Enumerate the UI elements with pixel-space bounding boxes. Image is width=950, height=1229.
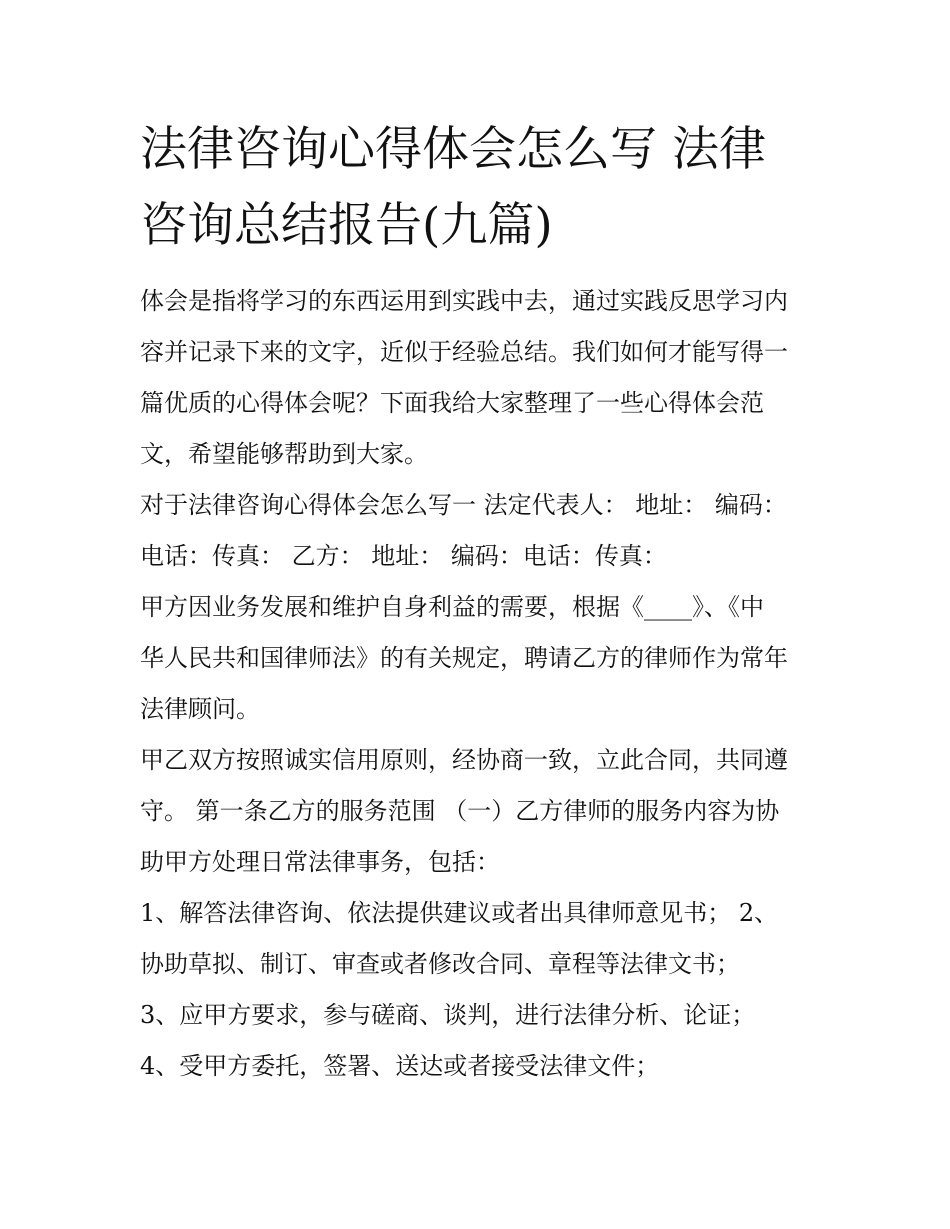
text-line: 1、解答法律咨询、依法提供建议或者出具律师意见书； 2、 — [140, 899, 779, 927]
text-line: 协助草拟、制订、审查或者修改合同、章程等法律文书； — [140, 950, 740, 978]
paragraph-purpose — [140, 582, 820, 735]
title-line-1: 法律咨询心得体会怎么写 法律 — [140, 122, 766, 177]
text-line: 对于法律咨询心得体会怎么写一 法定代表人： 地址： 编码： — [140, 491, 787, 519]
text-line: 法律顾问。 — [140, 695, 260, 723]
text-line: 篇优质的心得体会呢？下面我给大家整理了一些心得体会范 — [140, 389, 764, 417]
paragraph-agreement — [140, 735, 820, 888]
document-title — [140, 112, 820, 264]
text-line: 甲方因业务发展和维护自身利益的需要，根据《____》、《中 — [140, 593, 764, 621]
text-line: 容并记录下来的文字，近似于经验总结。我们如何才能写得一 — [140, 338, 788, 366]
text-line: 文，希望能够帮助到大家。 — [140, 440, 428, 468]
text-line: 电话：传真： 乙方： 地址： 编码：电话：传真： — [140, 542, 667, 570]
text-line: 4、受甲方委托，签署、送达或者接受法律文件； — [140, 1052, 660, 1080]
list-item-4 — [140, 1041, 820, 1092]
title-line-2: 咨询总结报告(九篇) — [140, 198, 553, 253]
text-line: 华人民共和国律师法》的有关规定，聘请乙方的律师作为常年 — [140, 644, 788, 672]
list-item-3 — [140, 990, 820, 1041]
paragraph-parties — [140, 480, 820, 582]
text-line: 甲乙双方按照诚实信用原则，经协商一致，立此合同，共同遵 — [140, 746, 788, 774]
list-item-1-2 — [140, 888, 820, 990]
document-body — [140, 276, 820, 1092]
text-line: 3、应甲方要求，参与磋商、谈判，进行法律分析、论证； — [140, 1001, 756, 1029]
paragraph-intro — [140, 276, 820, 480]
text-line: 助甲方处理日常法律事务，包括： — [140, 848, 500, 876]
text-line: 守。 第一条乙方的服务范围 （一）乙方律师的服务内容为协 — [140, 797, 780, 825]
text-line: 体会是指将学习的东西运用到实践中去，通过实践反思学习内 — [140, 287, 788, 315]
